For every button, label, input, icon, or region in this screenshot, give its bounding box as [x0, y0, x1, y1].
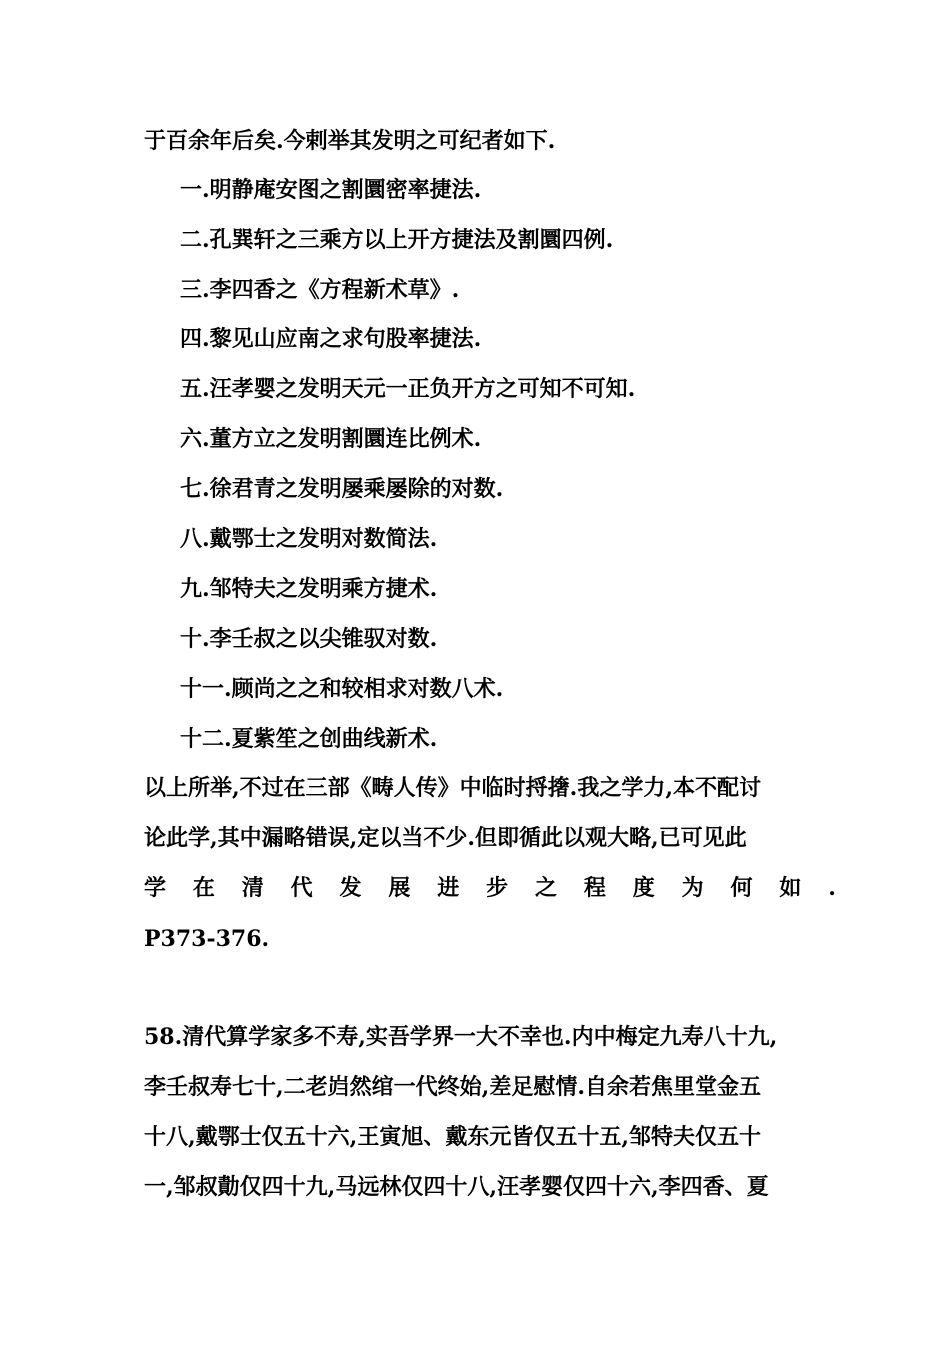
list-item: 十.李壬叔之以尖锥驭对数.	[180, 626, 438, 652]
list-item: 一.明静庵安图之割圜密率捷法.	[180, 177, 482, 203]
paragraph-line: 李壬叔寿七十,二老岿然绾一代终始,差足慰情.自余若焦里堂金五	[144, 1074, 761, 1100]
paragraph-line: 一,邹叔勣仅四十九,马远林仅四十八,汪孝婴仅四十六,李四香、夏	[144, 1174, 769, 1200]
list-item: 三.李四香之《方程新术草》.	[180, 277, 460, 303]
paragraph-line: 十八,戴鄂士仅五十六,王寅旭、戴东元皆仅五十五,邹特夫仅五十	[144, 1124, 761, 1150]
char: 发	[339, 875, 362, 901]
list-item: 四.黎见山应南之求句股率捷法.	[180, 326, 482, 352]
char: 度	[632, 875, 655, 901]
list-item: 十一.顾尚之之和较相求对数八术.	[180, 676, 504, 702]
list-item: 五.汪孝婴之发明天元一正负开方之可知不可知.	[180, 376, 636, 402]
char: 进	[437, 875, 460, 901]
list-item: 八.戴鄂士之发明对数简法.	[180, 526, 438, 552]
list-item: 六.董方立之发明割圜连比例术.	[180, 426, 482, 452]
char: 如	[779, 875, 802, 901]
paragraph-line: 58.清代算学家多不寿,实吾学界一大不幸也.内中梅定九寿八十九,	[144, 1024, 778, 1050]
char: 清	[241, 875, 264, 901]
char: 之	[535, 875, 558, 901]
char: 代	[290, 875, 313, 901]
list-item: 二.孔巽轩之三乘方以上开方捷法及割圜四例.	[180, 227, 614, 253]
list-item: 七.徐君青之发明屡乘屡除的对数.	[180, 476, 504, 502]
char: 学	[144, 875, 167, 901]
char: 何	[730, 875, 753, 901]
paragraph-line: 论此学,其中漏略错误,定以当不少.但即循此以观大略,已可见此	[144, 825, 747, 851]
list-item: 九.邹特夫之发明乘方捷术.	[180, 576, 438, 602]
char: 在	[192, 875, 215, 901]
char: 步	[486, 875, 509, 901]
char: .	[828, 875, 836, 901]
char: 展	[388, 875, 411, 901]
char: 程	[583, 875, 606, 901]
page-reference: P373-376.	[144, 926, 270, 952]
list-item: 十二.夏紫笙之创曲线新术.	[180, 726, 438, 752]
paragraph-line: 于百余年后矣.今剌举其发明之可纪者如下.	[144, 128, 556, 154]
paragraph-line: 以上所举,不过在三部《畴人传》中临时捋撦.我之学力,本不配讨	[144, 775, 761, 801]
paragraph-line-justified	[144, 871, 836, 905]
char: 为	[681, 875, 704, 901]
